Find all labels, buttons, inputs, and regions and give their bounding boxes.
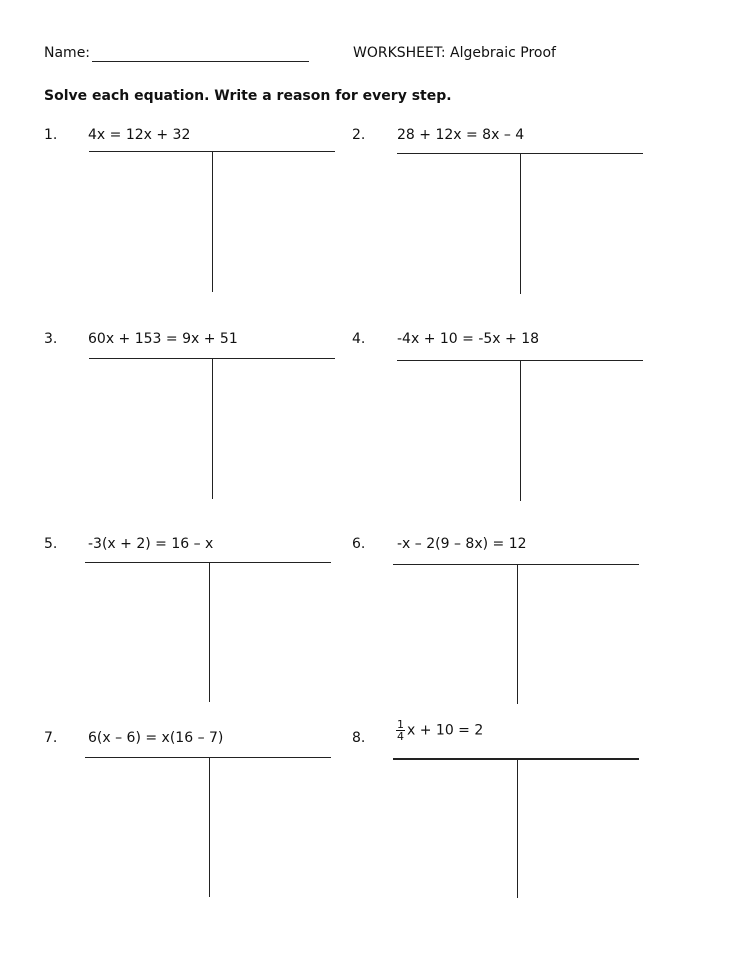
t-chart-vertical-line — [209, 757, 210, 897]
problem-number: 7. — [44, 730, 58, 746]
problem-number: 6. — [352, 536, 366, 552]
fraction-denominator: 4 — [397, 730, 404, 743]
t-chart-horizontal-line — [393, 758, 639, 760]
problem-equation: -3(x + 2) = 16 – x — [88, 536, 214, 552]
problem-equation: -4x + 10 = -5x + 18 — [397, 331, 540, 347]
t-chart-vertical-line — [520, 153, 521, 294]
t-chart-vertical-line — [209, 562, 210, 702]
t-chart-vertical-line — [212, 151, 213, 292]
problem-equation: -x – 2(9 – 8x) = 12 — [397, 536, 527, 552]
problem-equation: 60x + 153 = 9x + 51 — [88, 331, 238, 347]
fraction — [396, 719, 405, 742]
t-chart-horizontal-line — [85, 562, 331, 563]
worksheet-title: WORKSHEET: Algebraic Proof — [353, 45, 556, 61]
problem-number: 8. — [352, 730, 366, 746]
t-chart-vertical-line — [517, 564, 518, 704]
t-chart-horizontal-line — [85, 757, 331, 758]
problem-number: 3. — [44, 331, 58, 347]
problem-number: 5. — [44, 536, 58, 552]
equation-text: x + 10 = 2 — [407, 722, 484, 739]
name-label: Name: — [44, 45, 91, 61]
problem-equation: 4x = 12x + 32 — [88, 127, 191, 143]
problem-equation: 28 + 12x = 8x – 4 — [397, 127, 525, 143]
t-chart-vertical-line — [212, 358, 213, 499]
t-chart-vertical-line — [517, 758, 518, 898]
fraction-numerator: 1 — [397, 718, 404, 731]
problem-number: 2. — [352, 127, 366, 143]
t-chart-vertical-line — [520, 360, 521, 501]
t-chart-horizontal-line — [393, 564, 639, 565]
problem-equation — [396, 719, 483, 742]
problem-number: 1. — [44, 127, 58, 143]
name-field[interactable] — [92, 61, 309, 62]
instructions: Solve each equation. Write a reason for every step. — [44, 88, 452, 104]
problem-equation: 6(x – 6) = x(16 – 7) — [88, 730, 224, 746]
problem-number: 4. — [352, 331, 366, 347]
